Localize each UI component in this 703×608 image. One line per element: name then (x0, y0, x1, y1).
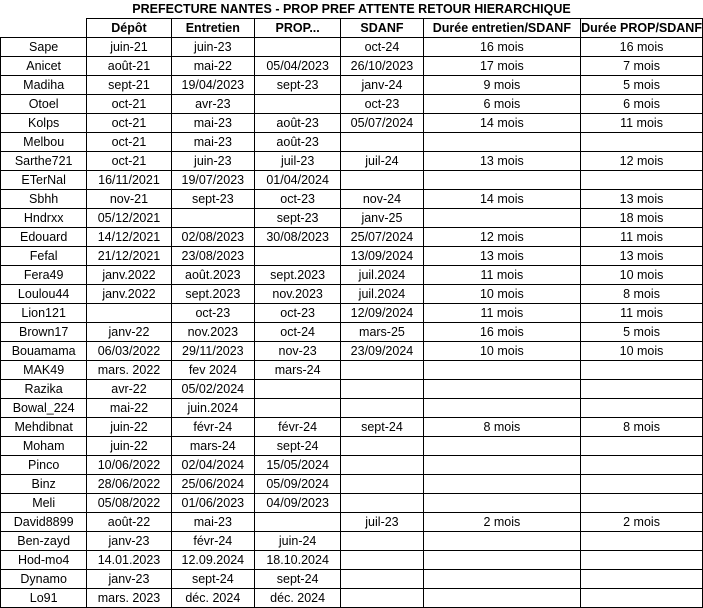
table-row (1, 475, 703, 494)
cell-depot[interactable]: oct-21 (87, 114, 171, 133)
cell-duree-entretien-sdanf[interactable] (423, 494, 580, 513)
cell-duree-prop-sdanf[interactable]: 2 mois (581, 513, 703, 532)
cell-duree-prop-sdanf[interactable]: 8 mois (581, 418, 703, 437)
cell-sdanf[interactable]: juil-24 (341, 152, 423, 171)
table-row (1, 323, 703, 342)
cell-duree-prop-sdanf[interactable]: 5 mois (581, 323, 703, 342)
cell-depot[interactable]: juin-22 (87, 418, 171, 437)
cell-duree-entretien-sdanf[interactable] (423, 456, 580, 475)
cell-sdanf[interactable]: 26/10/2023 (341, 57, 423, 76)
cell-name[interactable]: David8899 (1, 513, 87, 532)
cell-entretien[interactable]: nov.2023 (171, 323, 254, 342)
cell-sdanf[interactable]: oct-23 (341, 95, 423, 114)
cell-name[interactable]: Meli (1, 494, 87, 513)
cell-name[interactable]: Pinco (1, 456, 87, 475)
cell-prop[interactable]: oct-23 (255, 304, 341, 323)
table-row (1, 437, 703, 456)
cell-duree-entretien-sdanf[interactable]: 17 mois (423, 57, 580, 76)
cell-entretien[interactable]: sept-24 (171, 570, 254, 589)
table-row (1, 494, 703, 513)
cell-depot[interactable]: janv-22 (87, 323, 171, 342)
cell-entretien[interactable]: 19/07/2023 (171, 171, 254, 190)
cell-name[interactable]: Sarthe721 (1, 152, 87, 171)
cell-name[interactable]: Sape (1, 38, 87, 57)
table-row (1, 38, 703, 57)
cell-name[interactable]: Kolps (1, 114, 87, 133)
table-row (1, 95, 703, 114)
cell-prop[interactable] (255, 95, 341, 114)
cell-entretien[interactable]: sept.2023 (171, 285, 254, 304)
cell-duree-entretien-sdanf[interactable]: 12 mois (423, 228, 580, 247)
cell-prop[interactable]: juin-24 (255, 532, 341, 551)
cell-entretien[interactable]: mai-23 (171, 513, 254, 532)
cell-duree-entretien-sdanf[interactable] (423, 475, 580, 494)
cell-duree-prop-sdanf[interactable] (581, 380, 703, 399)
cell-sdanf[interactable]: 23/09/2024 (341, 342, 423, 361)
cell-depot[interactable]: 10/06/2022 (87, 456, 171, 475)
table-row (1, 57, 703, 76)
cell-entretien[interactable]: févr-24 (171, 532, 254, 551)
cell-duree-prop-sdanf[interactable]: 16 mois (581, 38, 703, 57)
cell-duree-prop-sdanf[interactable]: 8 mois (581, 285, 703, 304)
cell-name[interactable]: Moham (1, 437, 87, 456)
cell-duree-entretien-sdanf[interactable] (423, 437, 580, 456)
cell-duree-prop-sdanf[interactable]: 12 mois (581, 152, 703, 171)
cell-prop[interactable]: 15/05/2024 (255, 456, 341, 475)
cell-entretien[interactable]: 19/04/2023 (171, 76, 254, 95)
cell-entretien[interactable]: 02/04/2024 (171, 456, 254, 475)
table-row (1, 247, 703, 266)
cell-sdanf[interactable] (341, 570, 423, 589)
cell-prop[interactable]: août-23 (255, 114, 341, 133)
cell-sdanf[interactable] (341, 380, 423, 399)
cell-sdanf[interactable] (341, 456, 423, 475)
cell-duree-entretien-sdanf[interactable]: 16 mois (423, 323, 580, 342)
cell-prop[interactable]: 05/09/2024 (255, 475, 341, 494)
cell-duree-entretien-sdanf[interactable] (423, 570, 580, 589)
cell-sdanf[interactable] (341, 475, 423, 494)
cell-duree-prop-sdanf[interactable] (581, 532, 703, 551)
cell-sdanf[interactable] (341, 494, 423, 513)
cell-prop[interactable]: août-23 (255, 133, 341, 152)
cell-duree-entretien-sdanf[interactable] (423, 532, 580, 551)
cell-sdanf[interactable] (341, 532, 423, 551)
cell-depot[interactable]: janv.2022 (87, 285, 171, 304)
cell-prop[interactable]: 30/08/2023 (255, 228, 341, 247)
cell-name[interactable]: Edouard (1, 228, 87, 247)
cell-name[interactable]: MAK49 (1, 361, 87, 380)
cell-duree-entretien-sdanf[interactable]: 8 mois (423, 418, 580, 437)
cell-sdanf[interactable]: janv-25 (341, 209, 423, 228)
cell-depot[interactable]: 21/12/2021 (87, 247, 171, 266)
cell-prop[interactable] (255, 247, 341, 266)
cell-depot[interactable]: 14.01.2023 (87, 551, 171, 570)
cell-depot[interactable]: 14/12/2021 (87, 228, 171, 247)
cell-name[interactable]: Melbou (1, 133, 87, 152)
sheet-title: PREFECTURE NANTES - PROP PREF ATTENTE RETOUR HIERARCHIQUE (132, 2, 571, 16)
cell-name[interactable]: Sbhh (1, 190, 87, 209)
cell-name[interactable]: Otoel (1, 95, 87, 114)
cell-prop[interactable]: sept-24 (255, 570, 341, 589)
cell-duree-prop-sdanf[interactable] (581, 437, 703, 456)
cell-name[interactable]: Hndrxx (1, 209, 87, 228)
cell-sdanf[interactable]: juil.2024 (341, 285, 423, 304)
cell-prop[interactable]: sept-23 (255, 209, 341, 228)
cell-duree-prop-sdanf[interactable] (581, 475, 703, 494)
cell-sdanf[interactable]: 05/07/2024 (341, 114, 423, 133)
cell-sdanf[interactable]: 12/09/2024 (341, 304, 423, 323)
cell-duree-prop-sdanf[interactable]: 7 mois (581, 57, 703, 76)
cell-duree-prop-sdanf[interactable] (581, 133, 703, 152)
cell-depot[interactable] (87, 304, 171, 323)
cell-prop[interactable]: sept-24 (255, 437, 341, 456)
cell-duree-entretien-sdanf[interactable]: 11 mois (423, 304, 580, 323)
cell-duree-prop-sdanf[interactable] (581, 361, 703, 380)
cell-sdanf[interactable]: oct-24 (341, 38, 423, 57)
cell-duree-entretien-sdanf[interactable] (423, 551, 580, 570)
cell-depot[interactable]: oct-21 (87, 95, 171, 114)
table-row (1, 399, 703, 418)
cell-name[interactable]: Fefal (1, 247, 87, 266)
cell-prop[interactable]: nov.2023 (255, 285, 341, 304)
cell-entretien[interactable] (171, 209, 254, 228)
cell-depot[interactable]: mai-22 (87, 399, 171, 418)
cell-sdanf[interactable]: juil-23 (341, 513, 423, 532)
cell-duree-entretien-sdanf[interactable]: 14 mois (423, 190, 580, 209)
table-row (1, 570, 703, 589)
cell-duree-entretien-sdanf[interactable] (423, 209, 580, 228)
table-row (1, 171, 703, 190)
cell-duree-entretien-sdanf[interactable]: 14 mois (423, 114, 580, 133)
cell-name[interactable]: Ben-zayd (1, 532, 87, 551)
cell-name[interactable]: Hod-mo4 (1, 551, 87, 570)
cell-prop[interactable]: 04/09/2023 (255, 494, 341, 513)
cell-prop[interactable]: déc. 2024 (255, 589, 341, 608)
cell-depot[interactable]: juin-22 (87, 437, 171, 456)
cell-entretien[interactable]: juin-23 (171, 38, 254, 57)
cell-duree-prop-sdanf[interactable]: 10 mois (581, 266, 703, 285)
cell-entretien[interactable]: oct-23 (171, 304, 254, 323)
table-row (1, 285, 703, 304)
table-row (1, 228, 703, 247)
table-row (1, 76, 703, 95)
cell-entretien[interactable]: août.2023 (171, 266, 254, 285)
cell-sdanf[interactable]: juil.2024 (341, 266, 423, 285)
cell-prop[interactable]: 05/04/2023 (255, 57, 341, 76)
cell-sdanf[interactable] (341, 171, 423, 190)
cell-depot[interactable]: janv.2022 (87, 266, 171, 285)
cell-entretien[interactable]: 01/06/2023 (171, 494, 254, 513)
cell-duree-entretien-sdanf[interactable]: 9 mois (423, 76, 580, 95)
cell-prop[interactable]: oct-23 (255, 190, 341, 209)
cell-duree-entretien-sdanf[interactable]: 10 mois (423, 285, 580, 304)
cell-duree-entretien-sdanf[interactable]: 2 mois (423, 513, 580, 532)
cell-duree-entretien-sdanf[interactable]: 11 mois (423, 266, 580, 285)
cell-entretien[interactable]: mai-23 (171, 133, 254, 152)
cell-prop[interactable]: nov-23 (255, 342, 341, 361)
cell-name[interactable]: Lo91 (1, 589, 87, 608)
cell-duree-entretien-sdanf[interactable]: 6 mois (423, 95, 580, 114)
table-row (1, 342, 703, 361)
header-row (1, 19, 703, 38)
table-body (1, 38, 703, 608)
cell-prop[interactable]: 01/04/2024 (255, 171, 341, 190)
cell-depot[interactable]: 28/06/2022 (87, 475, 171, 494)
cell-prop[interactable]: févr-24 (255, 418, 341, 437)
cell-duree-entretien-sdanf[interactable] (423, 399, 580, 418)
cell-sdanf[interactable] (341, 551, 423, 570)
cell-sdanf[interactable]: sept-24 (341, 418, 423, 437)
cell-name[interactable]: Anicet (1, 57, 87, 76)
cell-duree-entretien-sdanf[interactable]: 16 mois (423, 38, 580, 57)
table-row (1, 551, 703, 570)
cell-entretien[interactable]: mai-23 (171, 114, 254, 133)
header-cell-entretien[interactable]: Entretien (171, 19, 254, 38)
header-cell-sdanf[interactable]: SDANF (341, 19, 423, 38)
cell-depot[interactable]: août-21 (87, 57, 171, 76)
cell-duree-prop-sdanf[interactable]: 11 mois (581, 114, 703, 133)
table-row (1, 209, 703, 228)
cell-depot[interactable]: janv-23 (87, 532, 171, 551)
cell-duree-prop-sdanf[interactable] (581, 171, 703, 190)
table-row (1, 456, 703, 475)
header-cell-prop[interactable]: PROP... (255, 19, 341, 38)
cell-entretien[interactable]: fev 2024 (171, 361, 254, 380)
cell-depot[interactable]: août-22 (87, 513, 171, 532)
cell-depot[interactable]: mars. 2022 (87, 361, 171, 380)
cell-sdanf[interactable]: mars-25 (341, 323, 423, 342)
cell-depot[interactable]: nov-21 (87, 190, 171, 209)
cell-entretien[interactable]: déc. 2024 (171, 589, 254, 608)
cell-name[interactable]: Bouamama (1, 342, 87, 361)
cell-entretien[interactable]: mai-22 (171, 57, 254, 76)
cell-entretien[interactable]: juin.2024 (171, 399, 254, 418)
table-row (1, 266, 703, 285)
cell-depot[interactable]: mars. 2023 (87, 589, 171, 608)
table-row (1, 152, 703, 171)
header-cell-duree-entretien-sdanf[interactable]: Durée entretien/SDANF (423, 19, 580, 38)
cell-duree-prop-sdanf[interactable]: 13 mois (581, 247, 703, 266)
cell-prop[interactable]: 18.10.2024 (255, 551, 341, 570)
cell-sdanf[interactable] (341, 399, 423, 418)
cell-entretien[interactable]: 12.09.2024 (171, 551, 254, 570)
cell-prop[interactable] (255, 513, 341, 532)
cell-name[interactable]: Mehdibnat (1, 418, 87, 437)
cell-name[interactable]: Fera49 (1, 266, 87, 285)
cell-depot[interactable]: juin-21 (87, 38, 171, 57)
cell-entretien[interactable]: avr-23 (171, 95, 254, 114)
cell-duree-prop-sdanf[interactable]: 6 mois (581, 95, 703, 114)
cell-duree-entretien-sdanf[interactable] (423, 133, 580, 152)
cell-entretien[interactable]: sept-23 (171, 190, 254, 209)
cell-prop[interactable]: oct-24 (255, 323, 341, 342)
header-cell-name[interactable] (1, 19, 87, 38)
cell-duree-prop-sdanf[interactable] (581, 456, 703, 475)
header-cell-duree-prop-sdanf[interactable]: Durée PROP/SDANF (581, 19, 703, 38)
cell-duree-prop-sdanf[interactable]: 13 mois (581, 190, 703, 209)
table-row (1, 532, 703, 551)
cell-depot[interactable]: oct-21 (87, 133, 171, 152)
table-row (1, 190, 703, 209)
table-row (1, 304, 703, 323)
cell-sdanf[interactable] (341, 133, 423, 152)
cell-name[interactable]: Razika (1, 380, 87, 399)
table-row (1, 361, 703, 380)
cell-entretien[interactable]: mars-24 (171, 437, 254, 456)
cell-depot[interactable]: 05/12/2021 (87, 209, 171, 228)
cell-duree-prop-sdanf[interactable] (581, 494, 703, 513)
cell-duree-entretien-sdanf[interactable]: 13 mois (423, 152, 580, 171)
cell-name[interactable]: Lion121 (1, 304, 87, 323)
cell-entretien[interactable]: 29/11/2023 (171, 342, 254, 361)
cell-prop[interactable]: sept-23 (255, 76, 341, 95)
data-table (0, 18, 703, 608)
cell-entretien[interactable]: 25/06/2024 (171, 475, 254, 494)
cell-depot[interactable]: sept-21 (87, 76, 171, 95)
cell-entretien[interactable]: juin-23 (171, 152, 254, 171)
cell-depot[interactable]: janv-23 (87, 570, 171, 589)
cell-duree-prop-sdanf[interactable]: 10 mois (581, 342, 703, 361)
cell-sdanf[interactable]: janv-24 (341, 76, 423, 95)
cell-name[interactable]: Brown17 (1, 323, 87, 342)
cell-duree-entretien-sdanf[interactable] (423, 361, 580, 380)
cell-depot[interactable]: 06/03/2022 (87, 342, 171, 361)
cell-name[interactable]: Binz (1, 475, 87, 494)
cell-prop[interactable]: mars-24 (255, 361, 341, 380)
cell-depot[interactable]: 05/08/2022 (87, 494, 171, 513)
cell-prop[interactable] (255, 38, 341, 57)
cell-entretien[interactable]: 05/02/2024 (171, 380, 254, 399)
cell-duree-prop-sdanf[interactable]: 11 mois (581, 304, 703, 323)
cell-name[interactable]: Bowal_224 (1, 399, 87, 418)
cell-entretien[interactable]: févr-24 (171, 418, 254, 437)
cell-name[interactable]: Dynamo (1, 570, 87, 589)
cell-duree-prop-sdanf[interactable]: 11 mois (581, 228, 703, 247)
cell-duree-entretien-sdanf[interactable] (423, 171, 580, 190)
cell-duree-entretien-sdanf[interactable] (423, 380, 580, 399)
cell-depot[interactable]: oct-21 (87, 152, 171, 171)
cell-duree-prop-sdanf[interactable] (581, 551, 703, 570)
cell-depot[interactable]: 16/11/2021 (87, 171, 171, 190)
cell-duree-prop-sdanf[interactable] (581, 570, 703, 589)
cell-entretien[interactable]: 23/08/2023 (171, 247, 254, 266)
cell-sdanf[interactable] (341, 361, 423, 380)
cell-duree-entretien-sdanf[interactable]: 10 mois (423, 342, 580, 361)
cell-prop[interactable] (255, 380, 341, 399)
table-row (1, 114, 703, 133)
cell-prop[interactable]: juil-23 (255, 152, 341, 171)
header-cell-depot[interactable]: Dépôt (87, 19, 171, 38)
table-row (1, 418, 703, 437)
cell-duree-entretien-sdanf[interactable]: 13 mois (423, 247, 580, 266)
cell-sdanf[interactable]: nov-24 (341, 190, 423, 209)
cell-sdanf[interactable]: 25/07/2024 (341, 228, 423, 247)
table-row (1, 380, 703, 399)
cell-name[interactable]: Loulou44 (1, 285, 87, 304)
cell-depot[interactable]: avr-22 (87, 380, 171, 399)
cell-duree-prop-sdanf[interactable]: 5 mois (581, 76, 703, 95)
cell-duree-prop-sdanf[interactable] (581, 399, 703, 418)
cell-duree-prop-sdanf[interactable]: 18 mois (581, 209, 703, 228)
cell-sdanf[interactable]: 13/09/2024 (341, 247, 423, 266)
cell-name[interactable]: ETerNal (1, 171, 87, 190)
cell-prop[interactable]: sept.2023 (255, 266, 341, 285)
cell-sdanf[interactable] (341, 437, 423, 456)
table-row (1, 133, 703, 152)
table-row (1, 513, 703, 532)
cell-name[interactable]: Madiha (1, 76, 87, 95)
cell-entretien[interactable]: 02/08/2023 (171, 228, 254, 247)
cell-prop[interactable] (255, 399, 341, 418)
